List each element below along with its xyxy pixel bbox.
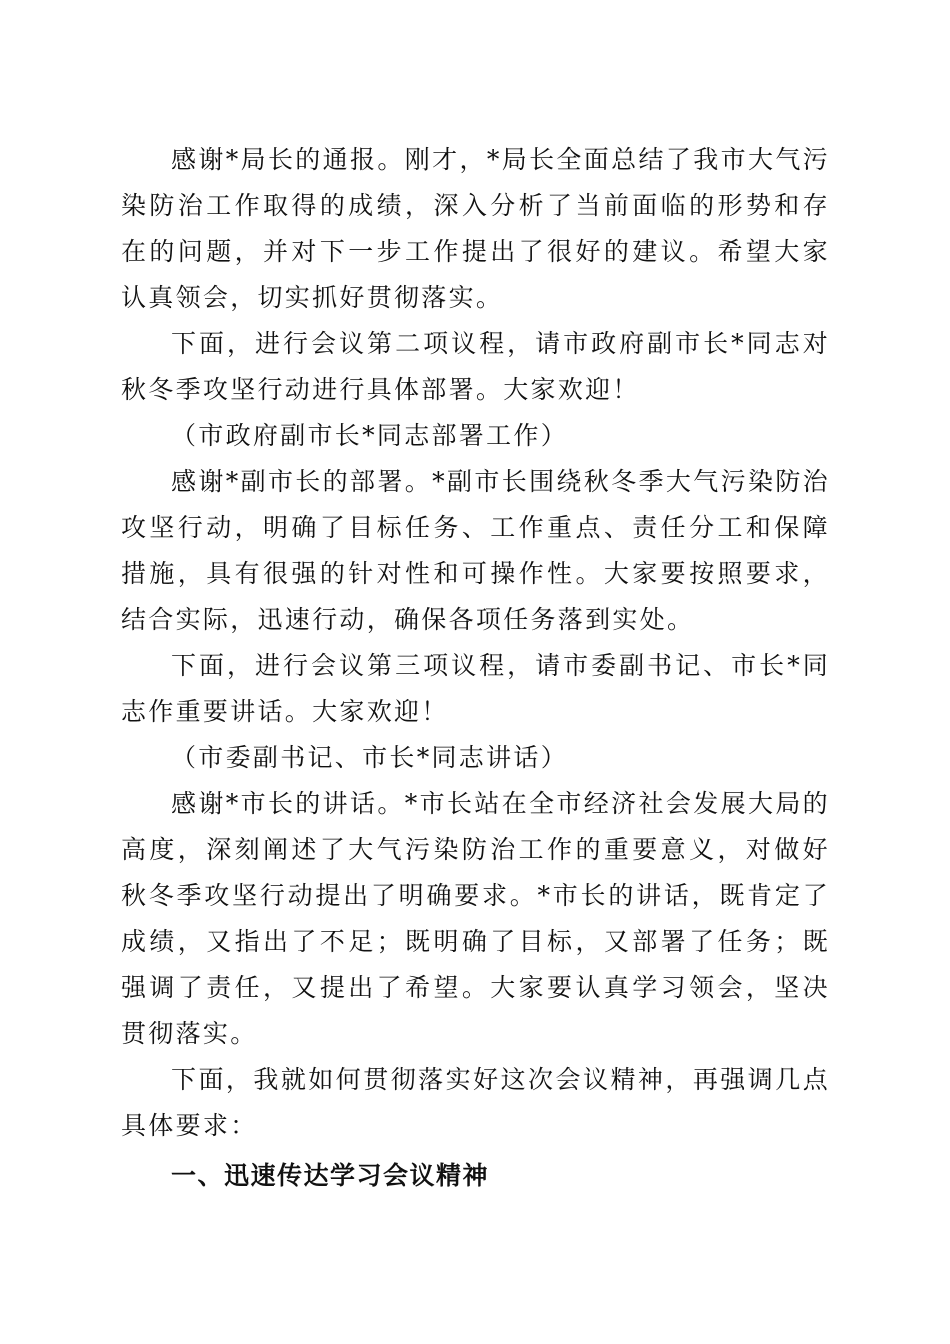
stage-direction-mayor: （市委副书记、市长*同志讲话） <box>171 743 569 772</box>
paragraph-thanks-vice-mayor: 感谢*副市长的部署。*副市长围绕秋冬季大气污染防治攻坚行动，明确了目标任务、工作重点、责任分工和保障措施，具有很强的针对性和可操作性。大家要按照要求，结合实际，迅速行动，确保各项任务落到实处。 <box>121 467 830 634</box>
paragraph-thanks-mayor: 感谢*市长的讲话。*市长站在全市经济社会发展大局的高度，深刻阐述了大气污染防治工作的重要意义，对做好秋冬季攻坚行动提出了明确要求。*市长的讲话，既肯定了成绩，又指出了不足；既明确了目标，又部署了任务；既强调了责任，又提出了希望。大家要认真学习领会，坚决贯彻落实。 <box>121 789 830 1048</box>
paragraph-agenda-item-three: 下面，进行会议第三项议程，请市委副书记、市长*同志作重要讲话。大家欢迎！ <box>121 651 830 726</box>
document-body <box>121 137 830 1199</box>
paragraph-agenda-item-two: 下面，进行会议第二项议程，请市政府副市长*同志对秋冬季攻坚行动进行具体部署。大家欢迎！ <box>121 329 830 404</box>
paragraph-requirements-intro: 下面，我就如何贯彻落实好这次会议精神，再强调几点具体要求： <box>121 1065 830 1140</box>
section-heading: 一、迅速传达学习会议精神 <box>171 1161 490 1190</box>
stage-direction-vice-mayor: （市政府副市长*同志部署工作） <box>171 421 569 450</box>
paragraph-thanks-bureau-chief: 感谢*局长的通报。刚才，*局长全面总结了我市大气污染防治工作取得的成绩，深入分析了当前面临的形势和存在的问题，并对下一步工作提出了很好的建议。希望大家认真领会，切实抓好贯彻落实。 <box>121 145 830 312</box>
